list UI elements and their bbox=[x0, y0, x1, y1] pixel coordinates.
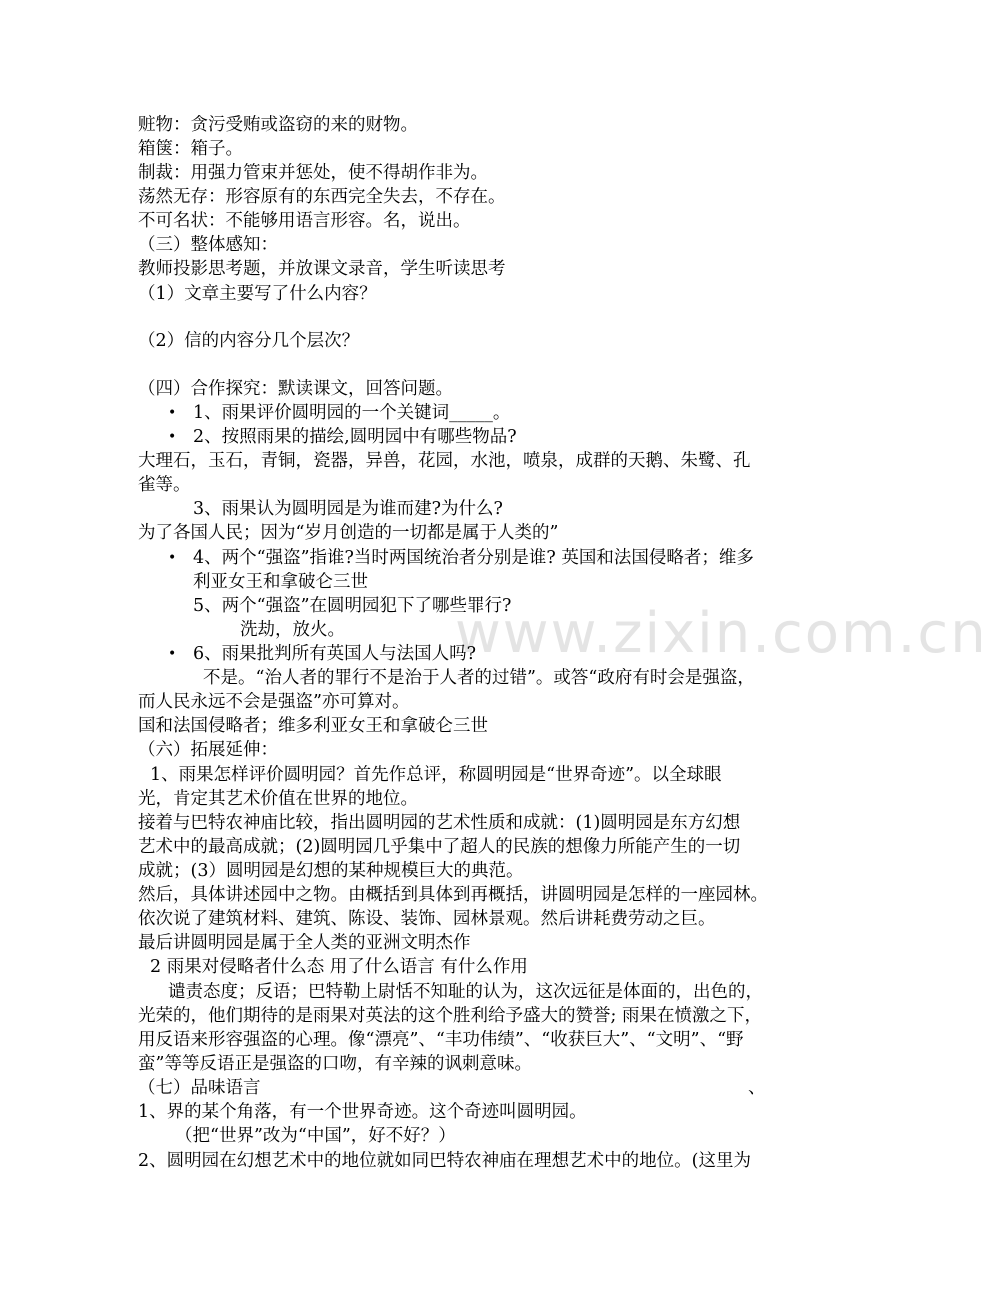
section-heading: （七）品味语言 bbox=[138, 1078, 261, 1098]
section-heading: （六）拓展延伸： bbox=[138, 740, 278, 760]
text-line: 1、雨果怎样评价圆明园？首先作总评，称圆明园是“世界奇迹”。以全球眼 bbox=[150, 765, 722, 785]
answer-line: 利亚女王和拿破仑三世 bbox=[193, 572, 368, 592]
question-line: 2、按照雨果的描绘,圆明园中有哪些物品? bbox=[193, 427, 517, 447]
question-line: 3、雨果认为圆明园是为谁而建?为什么? bbox=[193, 499, 503, 519]
question-line: 4、两个“强盗”指谁?当时两国统治者分别是谁? 英国和法国侵略者；维多 bbox=[193, 548, 754, 568]
text-line: 制裁：用强力管束并惩处，使不得胡作非为。 bbox=[138, 163, 488, 183]
text-line: 艺术中的最高成就；(2)圆明园几乎集中了超人的民族的想像力所能产生的一切 bbox=[138, 837, 741, 857]
answer-line: 洗劫，放火。 bbox=[240, 620, 345, 640]
watermark: www.zixin.com.cn bbox=[455, 601, 988, 666]
text-line: 不可名状：不能够用语言形容。名，说出。 bbox=[138, 211, 471, 231]
text-line: 最后讲圆明园是属于全人类的亚洲文明杰作 bbox=[138, 933, 471, 953]
bullet-icon: • bbox=[168, 646, 177, 662]
answer-line: 而人民永远不会是强盗”亦可算对。 bbox=[138, 692, 410, 712]
bullet-icon: • bbox=[168, 405, 177, 421]
text-line: 成就；(3）圆明园是幻想的某种规模巨大的典范。 bbox=[138, 861, 524, 881]
answer-line: 为了各国人民；因为“岁月创造的一切都是属于人类的” bbox=[138, 523, 559, 543]
text-line: （把“世界”改为“中国”，好不好？） bbox=[175, 1126, 456, 1146]
section-heading: （四）合作探究：默读课文，回答问题。 bbox=[138, 379, 453, 399]
text-line: 依次说了建筑材料、建筑、陈设、装饰、园林景观。然后讲耗费劳动之巨。 bbox=[138, 909, 716, 929]
text-line: 箱箧：箱子。 bbox=[138, 139, 243, 159]
question-line: （1）文章主要写了什么内容？ bbox=[138, 284, 377, 304]
text-line: 教师投影思考题，并放课文录音，学生听读思考 bbox=[138, 259, 506, 279]
answer-line: 不是。“治人者的罪行不是治于人者的过错”。或答“政府有时会是强盗， bbox=[203, 668, 755, 688]
text-line: 2、圆明园在幻想艺术中的地位就如同巴特农神庙在理想艺术中的地位。(这里为 bbox=[138, 1151, 751, 1171]
question-line: 2 雨果对侵略者什么态 用了什么语言 有什么作用 bbox=[150, 957, 528, 977]
question-line: 5、两个“强盗”在圆明园犯下了哪些罪行? bbox=[193, 596, 512, 616]
question-line: 6、雨果批判所有英国人与法国人吗? bbox=[193, 644, 477, 664]
text-line: 然后，具体讲述园中之物。由概括到具体到再概括，讲圆明园是怎样的一座园林。 bbox=[138, 885, 768, 905]
text-line: 赃物：贪污受贿或盗窃的来的财物。 bbox=[138, 115, 418, 135]
text-line: 国和法国侵略者；维多利亚女王和拿破仑三世 bbox=[138, 716, 488, 736]
answer-line: 雀等。 bbox=[138, 475, 191, 495]
answer-line: 蛮”等等反语正是强盗的口吻，有辛辣的讽刺意味。 bbox=[138, 1054, 532, 1074]
bullet-icon: • bbox=[168, 429, 177, 445]
bullet-icon: • bbox=[168, 550, 177, 566]
answer-line: 大理石，玉石，青铜，瓷器，异兽，花园，水池，喷泉，成群的天鹅、朱鹭、孔 bbox=[138, 451, 751, 471]
text-line: 荡然无存：形容原有的东西完全失去，不存在。 bbox=[138, 187, 506, 207]
text-line: 1、界的某个角落，有一个世界奇迹。这个奇迹叫圆明园。 bbox=[138, 1102, 587, 1122]
section-heading: （三）整体感知： bbox=[138, 235, 278, 255]
answer-line: 用反语来形容强盗的心理。像“漂亮”、“丰功伟绩”、“收获巨大”、“文明”、“野 bbox=[138, 1030, 744, 1050]
text-line: 接着与巴特农神庙比较，指出圆明园的艺术性质和成就：(1)圆明园是东方幻想 bbox=[138, 813, 741, 833]
question-line: 1、雨果评价圆明园的一个关键词_____。 bbox=[193, 403, 511, 423]
question-line: （2）信的内容分几个层次？ bbox=[138, 331, 360, 351]
stray-mark: 、 bbox=[748, 1078, 766, 1098]
answer-line: 光荣的，他们期待的是雨果对英法的这个胜利给予盛大的赞誉; 雨果在愤激之下， bbox=[138, 1006, 762, 1026]
answer-line: 谴责态度；反语；巴特勒上尉恬不知耻的认为，这次远征是体面的，出色的， bbox=[168, 982, 763, 1002]
text-line: 光，肯定其艺术价值在世界的地位。 bbox=[138, 789, 418, 809]
